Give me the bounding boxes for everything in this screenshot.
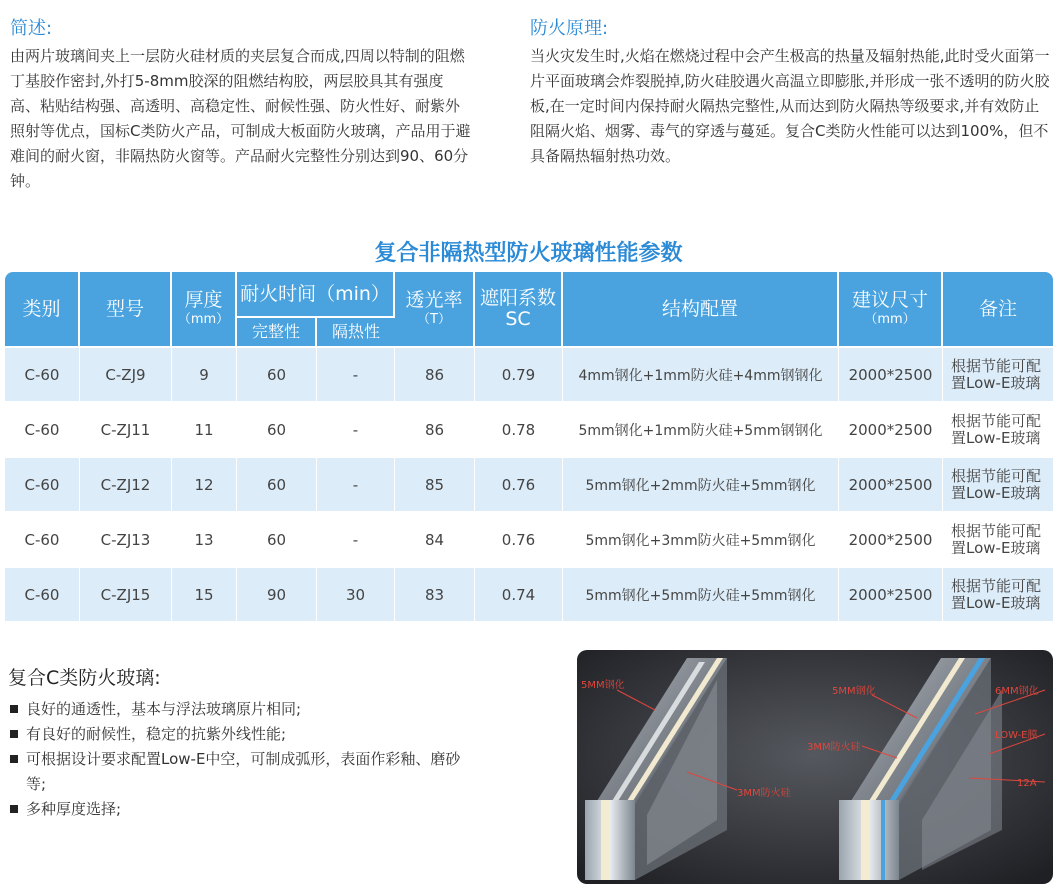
table-row — [5, 403, 1053, 458]
cell-remark: 根据节能可配置Low-E玻璃 — [943, 458, 1053, 513]
cell-model: C-ZJ13 — [80, 513, 172, 568]
cell-integrity: 60 — [237, 403, 317, 458]
header-structure: 结构配置 — [563, 272, 839, 348]
header-thickness: 厚度 （mm） — [172, 272, 237, 348]
cell-insulation: - — [317, 403, 395, 458]
header-integrity: 完整性 — [237, 318, 317, 348]
cell-model: C-ZJ15 — [80, 568, 172, 623]
cell-model: C-ZJ12 — [80, 458, 172, 513]
cell-transmittance: 86 — [395, 403, 475, 458]
square-bullet-icon — [10, 755, 18, 763]
label-5mm-tempered-right: 5MM钢化 — [832, 686, 876, 697]
cell-category: C-60 — [5, 348, 80, 403]
square-bullet-icon — [10, 705, 18, 713]
cell-insulation: - — [317, 348, 395, 403]
cell-size: 2000*2500 — [839, 403, 943, 458]
header-fire-time: 耐火时间（min） — [237, 272, 395, 318]
cell-transmittance: 84 — [395, 513, 475, 568]
label-12a-gap: 12A — [1017, 778, 1037, 789]
principle-text: 当火灾发生时,火焰在燃烧过程中会产生极高的热量及辐射热能,此时受火面第一片平面玻璃会炸裂脱掉,防火硅胶遇火高温立即膨胀,并形成一张不透明的防火胶板,在一定时间内保持耐火隔热完整性,从而达到防火隔热等级要求,并有效防止阻隔火焰、烟雾、毒气的穿透与蔓延。复合C类防火性能可以达到100%，但不具备隔热辐射热功效。 — [530, 47, 1050, 165]
cell-insulation: - — [317, 513, 395, 568]
header-shading: 遮阳系数 SC — [475, 272, 563, 348]
header-model: 型号 — [80, 272, 172, 348]
cell-category: C-60 — [5, 458, 80, 513]
cell-transmittance: 86 — [395, 348, 475, 403]
cell-thickness: 11 — [172, 403, 237, 458]
summary-text: 由两片玻璃间夹上一层防火硅材质的夹层复合而成,四周以特制的阻燃丁基胶作密封,外打5-8mm胶深的阻燃结构胶，两层胶具其有强度高、粘贴结构强、高透明、高稳定性、耐候性强、防火性好、耐紫外照射等优点，国标C类防火产品，可制成大板面防火玻璃，产品用于避难间的耐火窗，非隔热防火窗等。产品耐火完整性分别达到90、60分钟。 — [10, 47, 471, 190]
cell-shading: 0.74 — [475, 568, 563, 623]
label-low-e-film: LOW-E膜 — [995, 730, 1038, 741]
list-item: 多种厚度选择; — [8, 797, 478, 822]
square-bullet-icon — [10, 805, 18, 813]
cell-integrity: 60 — [237, 348, 317, 403]
cell-size: 2000*2500 — [839, 458, 943, 513]
cell-structure: 5mm钢化+2mm防火硅+5mm钢化 — [563, 458, 839, 513]
cell-remark: 根据节能可配置Low-E玻璃 — [943, 568, 1053, 623]
table-title: 复合非隔热型防火玻璃性能参数 — [374, 241, 683, 266]
summary-title: 简述: — [10, 18, 53, 39]
label-6mm-tempered: 6MM钢化 — [995, 686, 1039, 697]
header-category: 类别 — [5, 272, 80, 348]
glass-structure-illustration — [577, 650, 1053, 884]
list-item: 良好的通透性，基本与浮法玻璃原片相同; — [8, 697, 478, 722]
label-3mm-fire-silicone-right: 3MM防火硅 — [807, 742, 861, 753]
cell-transmittance: 85 — [395, 458, 475, 513]
cell-insulation: - — [317, 458, 395, 513]
cell-structure: 5mm钢化+3mm防火硅+5mm钢化 — [563, 513, 839, 568]
header-size: 建议尺寸 （mm） — [839, 272, 943, 348]
cell-size: 2000*2500 — [839, 348, 943, 403]
cell-structure: 5mm钢化+5mm防火硅+5mm钢化 — [563, 568, 839, 623]
list-item: 有良好的耐候性，稳定的抗紫外线性能; — [8, 722, 478, 747]
cell-transmittance: 83 — [395, 568, 475, 623]
table-row — [5, 568, 1053, 623]
cell-remark: 根据节能可配置Low-E玻璃 — [943, 403, 1053, 458]
cell-thickness: 12 — [172, 458, 237, 513]
cell-shading: 0.78 — [475, 403, 563, 458]
cell-thickness: 13 — [172, 513, 237, 568]
table-row — [5, 513, 1053, 568]
cell-thickness: 9 — [172, 348, 237, 403]
header-transmittance: 透光率 （T） — [395, 272, 475, 348]
list-item: 可根据设计要求配置Low-E中空，可制成弧形，表面作彩釉、磨砂等; — [8, 747, 478, 797]
label-3mm-fire-silicone-left: 3MM防火硅 — [737, 788, 791, 799]
cell-integrity: 60 — [237, 458, 317, 513]
cell-integrity: 60 — [237, 513, 317, 568]
spec-table — [5, 272, 1053, 623]
principle-title: 防火原理: — [530, 18, 609, 39]
cell-shading: 0.76 — [475, 513, 563, 568]
cell-category: C-60 — [5, 513, 80, 568]
cell-model: C-ZJ9 — [80, 348, 172, 403]
cell-shading: 0.76 — [475, 458, 563, 513]
cell-shading: 0.79 — [475, 348, 563, 403]
cell-size: 2000*2500 — [839, 568, 943, 623]
cell-insulation: 30 — [317, 568, 395, 623]
table-row — [5, 458, 1053, 513]
square-bullet-icon — [10, 730, 18, 738]
cell-category: C-60 — [5, 568, 80, 623]
cell-size: 2000*2500 — [839, 513, 943, 568]
cell-integrity: 90 — [237, 568, 317, 623]
cell-structure: 4mm钢化+1mm防火硅+4mm钢钢化 — [563, 348, 839, 403]
header-remark: 备注 — [943, 272, 1053, 348]
header-insulation: 隔热性 — [317, 318, 395, 348]
label-5mm-tempered-left: 5MM钢化 — [581, 680, 625, 691]
table-row — [5, 348, 1053, 403]
cell-structure: 5mm钢化+1mm防火硅+5mm钢钢化 — [563, 403, 839, 458]
features-list — [8, 697, 478, 822]
cell-thickness: 15 — [172, 568, 237, 623]
cell-model: C-ZJ11 — [80, 403, 172, 458]
cell-category: C-60 — [5, 403, 80, 458]
cell-remark: 根据节能可配置Low-E玻璃 — [943, 348, 1053, 403]
cell-remark: 根据节能可配置Low-E玻璃 — [943, 513, 1053, 568]
features-title: 复合C类防火玻璃: — [8, 667, 161, 689]
